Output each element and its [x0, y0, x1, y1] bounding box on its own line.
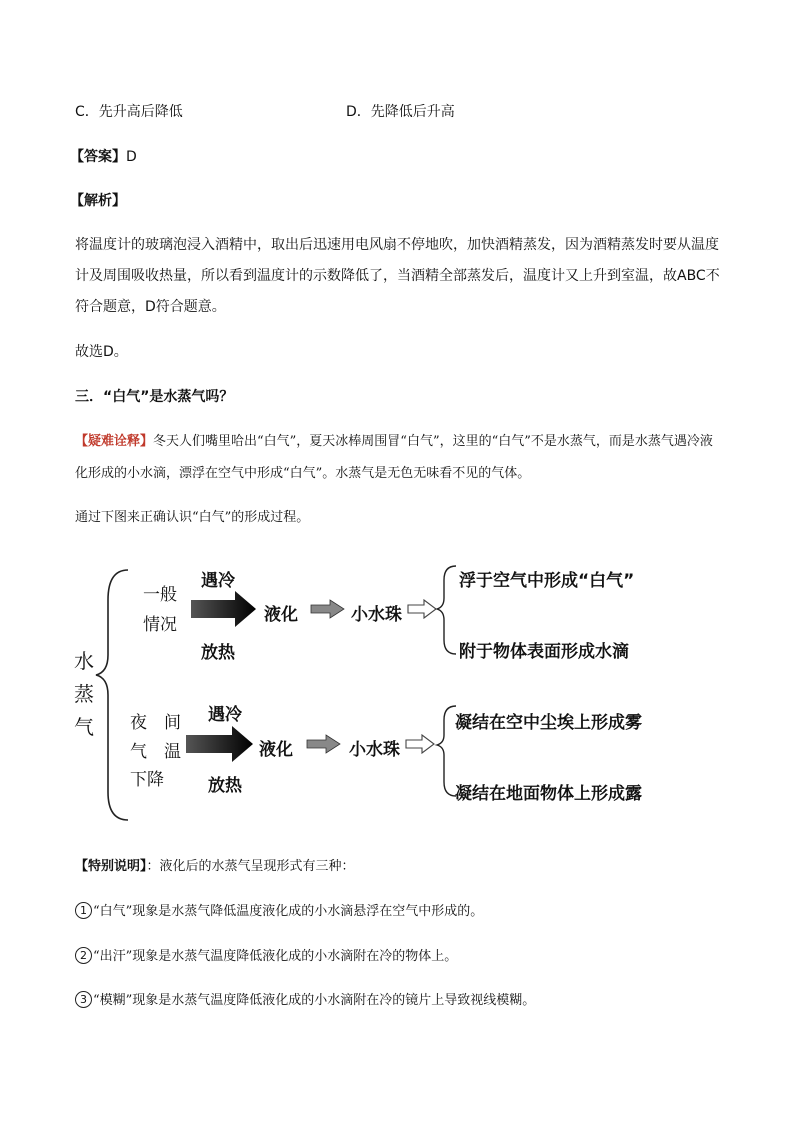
bottom-condition-line3: 下降 — [130, 770, 164, 790]
top-result-brace — [437, 566, 456, 654]
top-small-arrow — [311, 600, 344, 618]
answer — [70, 146, 137, 166]
top-hollow-arrow — [408, 600, 436, 618]
special-item-3 — [75, 986, 725, 1016]
option-d: D．先降低后升高 — [346, 104, 455, 120]
bottom-result-brace — [437, 706, 456, 796]
top-result-2: 附于物体表面形成水滴 — [459, 642, 629, 662]
root-char-1: 水 — [74, 649, 94, 673]
top-process-label: 液化 — [264, 605, 298, 625]
explain-text: 冬天人们嘴里哈出“白气”，夏天冰棒周围冒“白气”，这里的“白气”不是水蒸气，而是水蒸气遇冷液化形成的小水滴，漂浮在空气中形成“白气”。水蒸气是无色无味看不见的气体。 — [75, 434, 713, 481]
bottom-process-label: 液化 — [259, 740, 293, 760]
bottom-below-label: 放热 — [208, 776, 242, 796]
explain-paragraph — [75, 426, 725, 490]
analysis-conclusion: 故选D。 — [75, 344, 128, 360]
answer-label: 【答案】 — [70, 149, 126, 165]
bottom-product-label: 小水珠 — [349, 740, 400, 760]
top-thick-arrow — [191, 591, 256, 627]
section-title: 三．“白气”是水蒸气吗？ — [75, 389, 234, 405]
top-condition-line2: 情况 — [143, 615, 177, 635]
bottom-thick-arrow — [186, 726, 253, 762]
bottom-result-2: 凝结在地面物体上形成露 — [455, 784, 642, 804]
item-text-3: “模糊”现象是水蒸气温度降低液化成的小水滴附在冷的镜片上导致视线模糊。 — [93, 993, 536, 1008]
bottom-condition-line1: 夜 间 — [130, 713, 181, 733]
option-c: C．先升高后降低 — [75, 104, 183, 120]
bottom-result-1: 凝结在空中尘埃上形成雾 — [455, 713, 642, 733]
bottom-hollow-arrow — [406, 735, 434, 753]
top-result-1: 浮于空气中形成“白气” — [459, 571, 635, 591]
special-item-1 — [75, 897, 725, 927]
item-text-2: “出汗”现象是水蒸气温度降低液化成的小水滴附在冷的物体上。 — [93, 949, 458, 964]
root-char-2: 蒸 — [74, 682, 94, 706]
special-item-2 — [75, 942, 725, 972]
root-brace — [96, 570, 128, 820]
top-condition-line1: 一般 — [143, 585, 177, 605]
bottom-condition-line2: 气 温 — [130, 742, 181, 762]
root-char-3: 气 — [74, 715, 94, 739]
top-above-label: 遇冷 — [201, 571, 235, 591]
item-text-1: “白气”现象是水蒸气降低温度液化成的小水滴悬浮在空气中形成的。 — [93, 904, 484, 919]
special-heading — [75, 852, 725, 882]
top-product-label: 小水珠 — [351, 605, 402, 625]
bottom-above-label: 遇冷 — [208, 705, 242, 725]
special-label: 【特别说明】 — [75, 859, 147, 874]
explain-label: 【疑难诠释】 — [75, 434, 154, 449]
answer-value: D — [126, 149, 137, 165]
bottom-small-arrow — [307, 735, 340, 753]
special-lead: ：液化后的水蒸气呈现形式有三种： — [146, 859, 355, 874]
item-number-3: 3 — [75, 991, 92, 1008]
intro-text: 通过下图来正确认识“白气”的形成过程。 — [75, 510, 310, 525]
item-number-2: 2 — [75, 947, 92, 964]
analysis-label: 【解析】 — [70, 193, 126, 209]
item-number-1: 1 — [75, 902, 92, 919]
analysis-text: 将温度计的玻璃泡浸入酒精中，取出后迅速用电风扇不停地吹，加快酒精蒸发，因为酒精蒸发时要从温度计及周围吸收热量，所以看到温度计的示数降低了，当酒精全部蒸发后，温度计又上升到室温，故ABC不符合题意，D符合题意。 — [75, 237, 720, 315]
top-below-label: 放热 — [201, 643, 235, 663]
